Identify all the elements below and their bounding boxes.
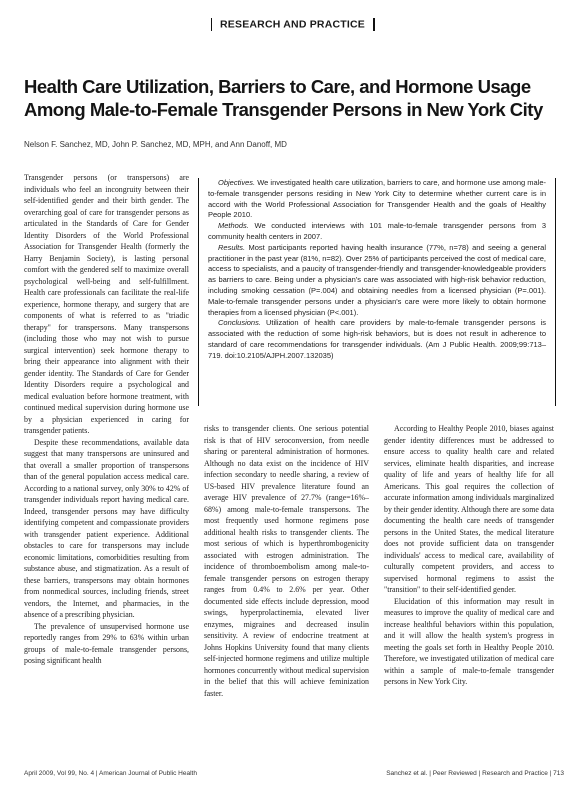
- abstract-objectives: [208, 178, 546, 221]
- body-column-2: [204, 423, 369, 753]
- paragraph: Elucidation of this information may result in measures to improve the quality of medical care and increase healthful behaviors within this population, and it will allow the health system's progress in meeting the goals set forth in Healthy People 2010. Therefore, we investigated utilization of medical care within a sample of male-to-female transgender persons in New York City.: [384, 596, 554, 686]
- footer-page-info: Sanchez et al. | Peer Reviewed | Research and Practice | 713: [386, 770, 564, 777]
- body-column-3: [384, 423, 554, 753]
- paragraph: According to Healthy People 2010, biases against gender identity differences must be addressed to ensure access to quality health care and related services, eliminate health disparities, and increase quality of life and years of healthy life for all Americans. This goal requires the collection of accurate information among individuals marginalized by their gender identity. Although there are some data documenting the health care needs of transgender persons in the United States, the medical literature does not provide sufficient data on transgender individuals' access to medical care, availability of culturally competent providers, and access to supervised hormonal regimens to assist the "transition" to their self-identified gender.: [384, 424, 554, 594]
- paragraph: risks to transgender clients. One serious potential risk is that of HIV seroconversion, from needle sharing or parenteral administration of hormones. Although no data exist on the incidence of HIV infection secondary to needle sharing, a review of US-based HIV prevalence literature found an average HIV prevalence of 27.7% (range=16%–68%) among male-to-female transpersons. The most frequently used hormone regimens pose additional health risks to transgender clients. The most serious of which is hyperthrombogenicity associated with estrogen administration. The incidence of thromboembolism among male-to-female transgender persons on estrogen therapy ranges from 0.4% to 2.6% per year. Other documented side effects include depression, mood swings, hyperprolactinemia, elevated liver enzymes, migraines and decreased insulin sensitivity. A review of endocrine treatment at Johns Hopkins University found that many clients self-injected hormone regimens and utilize multiple hormones concurrently without medical supervision in the belief that this will achieve feminization faster.: [204, 424, 369, 698]
- abstract-box: [198, 178, 556, 406]
- section-tag-label: RESEARCH AND PRACTICE: [220, 18, 365, 31]
- results-text: Most participants reported having health insurance (77%, n=78) and seeing a general practitioner in the past year (81%, n=82). Over 25% of participants perceived the cost of medical care, access to specialists, and a paucity of transgender-friendly and transgender-knowledgeable providers as barriers to care. Being under a physician's care was associated with high-risk behavior reduction, including smoking cessation (P=.004) and obtaining needles from a licensed physician (P=.001). Male-to-female transgender persons under a physician's care were more likely to obtain hormone therapies from a licensed physician (P<.001).: [208, 242, 546, 317]
- title-line-1: Health Care Utilization, Barriers to Care, and Hormone Usage: [24, 76, 531, 97]
- author-line: Nelson F. Sanchez, MD, John P. Sanchez, MD, MPH, and Ann Danoff, MD: [24, 140, 287, 149]
- abstract-conclusions: [208, 318, 546, 361]
- section-tag-right-rule: [373, 18, 375, 31]
- article-title: [24, 75, 564, 121]
- title-line-2: Among Male-to-Female Transgender Persons in New York City: [24, 99, 543, 120]
- objectives-label: Objectives.: [218, 178, 256, 187]
- paragraph: Despite these recommendations, available data suggest that many transpersons are uninsured and that overall a smaller proportion of transpersons than of the general population access medical care. According to a national survey, only 30% to 42% of transgender individuals report having medical care. Indeed, transgender persons may have difficulty identifying competent and compassionate providers with transgender patient experience. Additional obstacles to care for transpersons may include economic limitations, comorbidities resulting from substance abuse, and stigmatization. As a result of these barriers, transpersons may obtain hormones from nonmedical sources, including friends, street vendors, the Internet, and pharmacies, in the absence of a prescribing physician.: [24, 437, 189, 619]
- section-tag: [0, 18, 585, 31]
- section-tag-left-rule: [211, 18, 213, 31]
- footer-journal: April 2009, Vol 99, No. 4 | American Journal of Public Health: [24, 770, 197, 777]
- conclusions-text: Utilization of health care providers by male-to-female transgender persons is associated with the reduction of some high-risk behaviors, but is does not result in adherence to standard of care recommendations for transgender individuals. (Am J Public Health. 2009;99:713–719. doi:10.2105/AJPH.2007.132035): [208, 318, 546, 360]
- abstract-results: [208, 243, 546, 319]
- results-label: Results.: [218, 242, 246, 252]
- objectives-text: We investigated health care utilization, barriers to care, and hormone use among male-to-female transgender persons residing in New York City to determine whether current care is in accord with the World Professional Association for Transgender Health and the goals of Healthy People 2010.: [208, 178, 546, 220]
- body-column-1: [24, 172, 189, 752]
- conclusions-label: Conclusions.: [218, 318, 261, 328]
- paragraph: The prevalence of unsupervised hormone use reportedly ranges from 29% to 63% within urban groups of male-to-female transgender persons, posing significant health: [24, 621, 189, 665]
- page-footer: [24, 770, 564, 780]
- paragraph: Transgender persons (or transpersons) are individuals who feel an incongruity between their self-identified gender and their birth gender. The overarching goal of care for transgender persons as articulated in the Standards of Care for Gender Identity Disorders of the World Professional Association for Transgender Health (formerly the Harry Benjamin Society), is lasting personal comfort with the gendered self to maximize overall psychological well-being and self-fulfillment. Health care professionals can facilitate the real-life experience, hormone therapy, and surgery that are components of what is referred to as "triadic therapy" for transpersons. Many transpersons (including those who may not wish to pursue surgical intervention) seek hormone therapy to bring their appearance into alignment with their gender identity. The Standards of Care for Gender Identity Disorders require a psychological and medical evaluation before hormone treatment, with continued medical supervision during hormone use by a physician experienced in caring for transgender patients.: [24, 173, 189, 435]
- methods-label: Methods.: [218, 221, 249, 231]
- methods-text: We conducted interviews with 101 male-to-female transgender persons from 3 community health centers in 2007.: [208, 221, 546, 241]
- abstract-methods: [208, 221, 546, 243]
